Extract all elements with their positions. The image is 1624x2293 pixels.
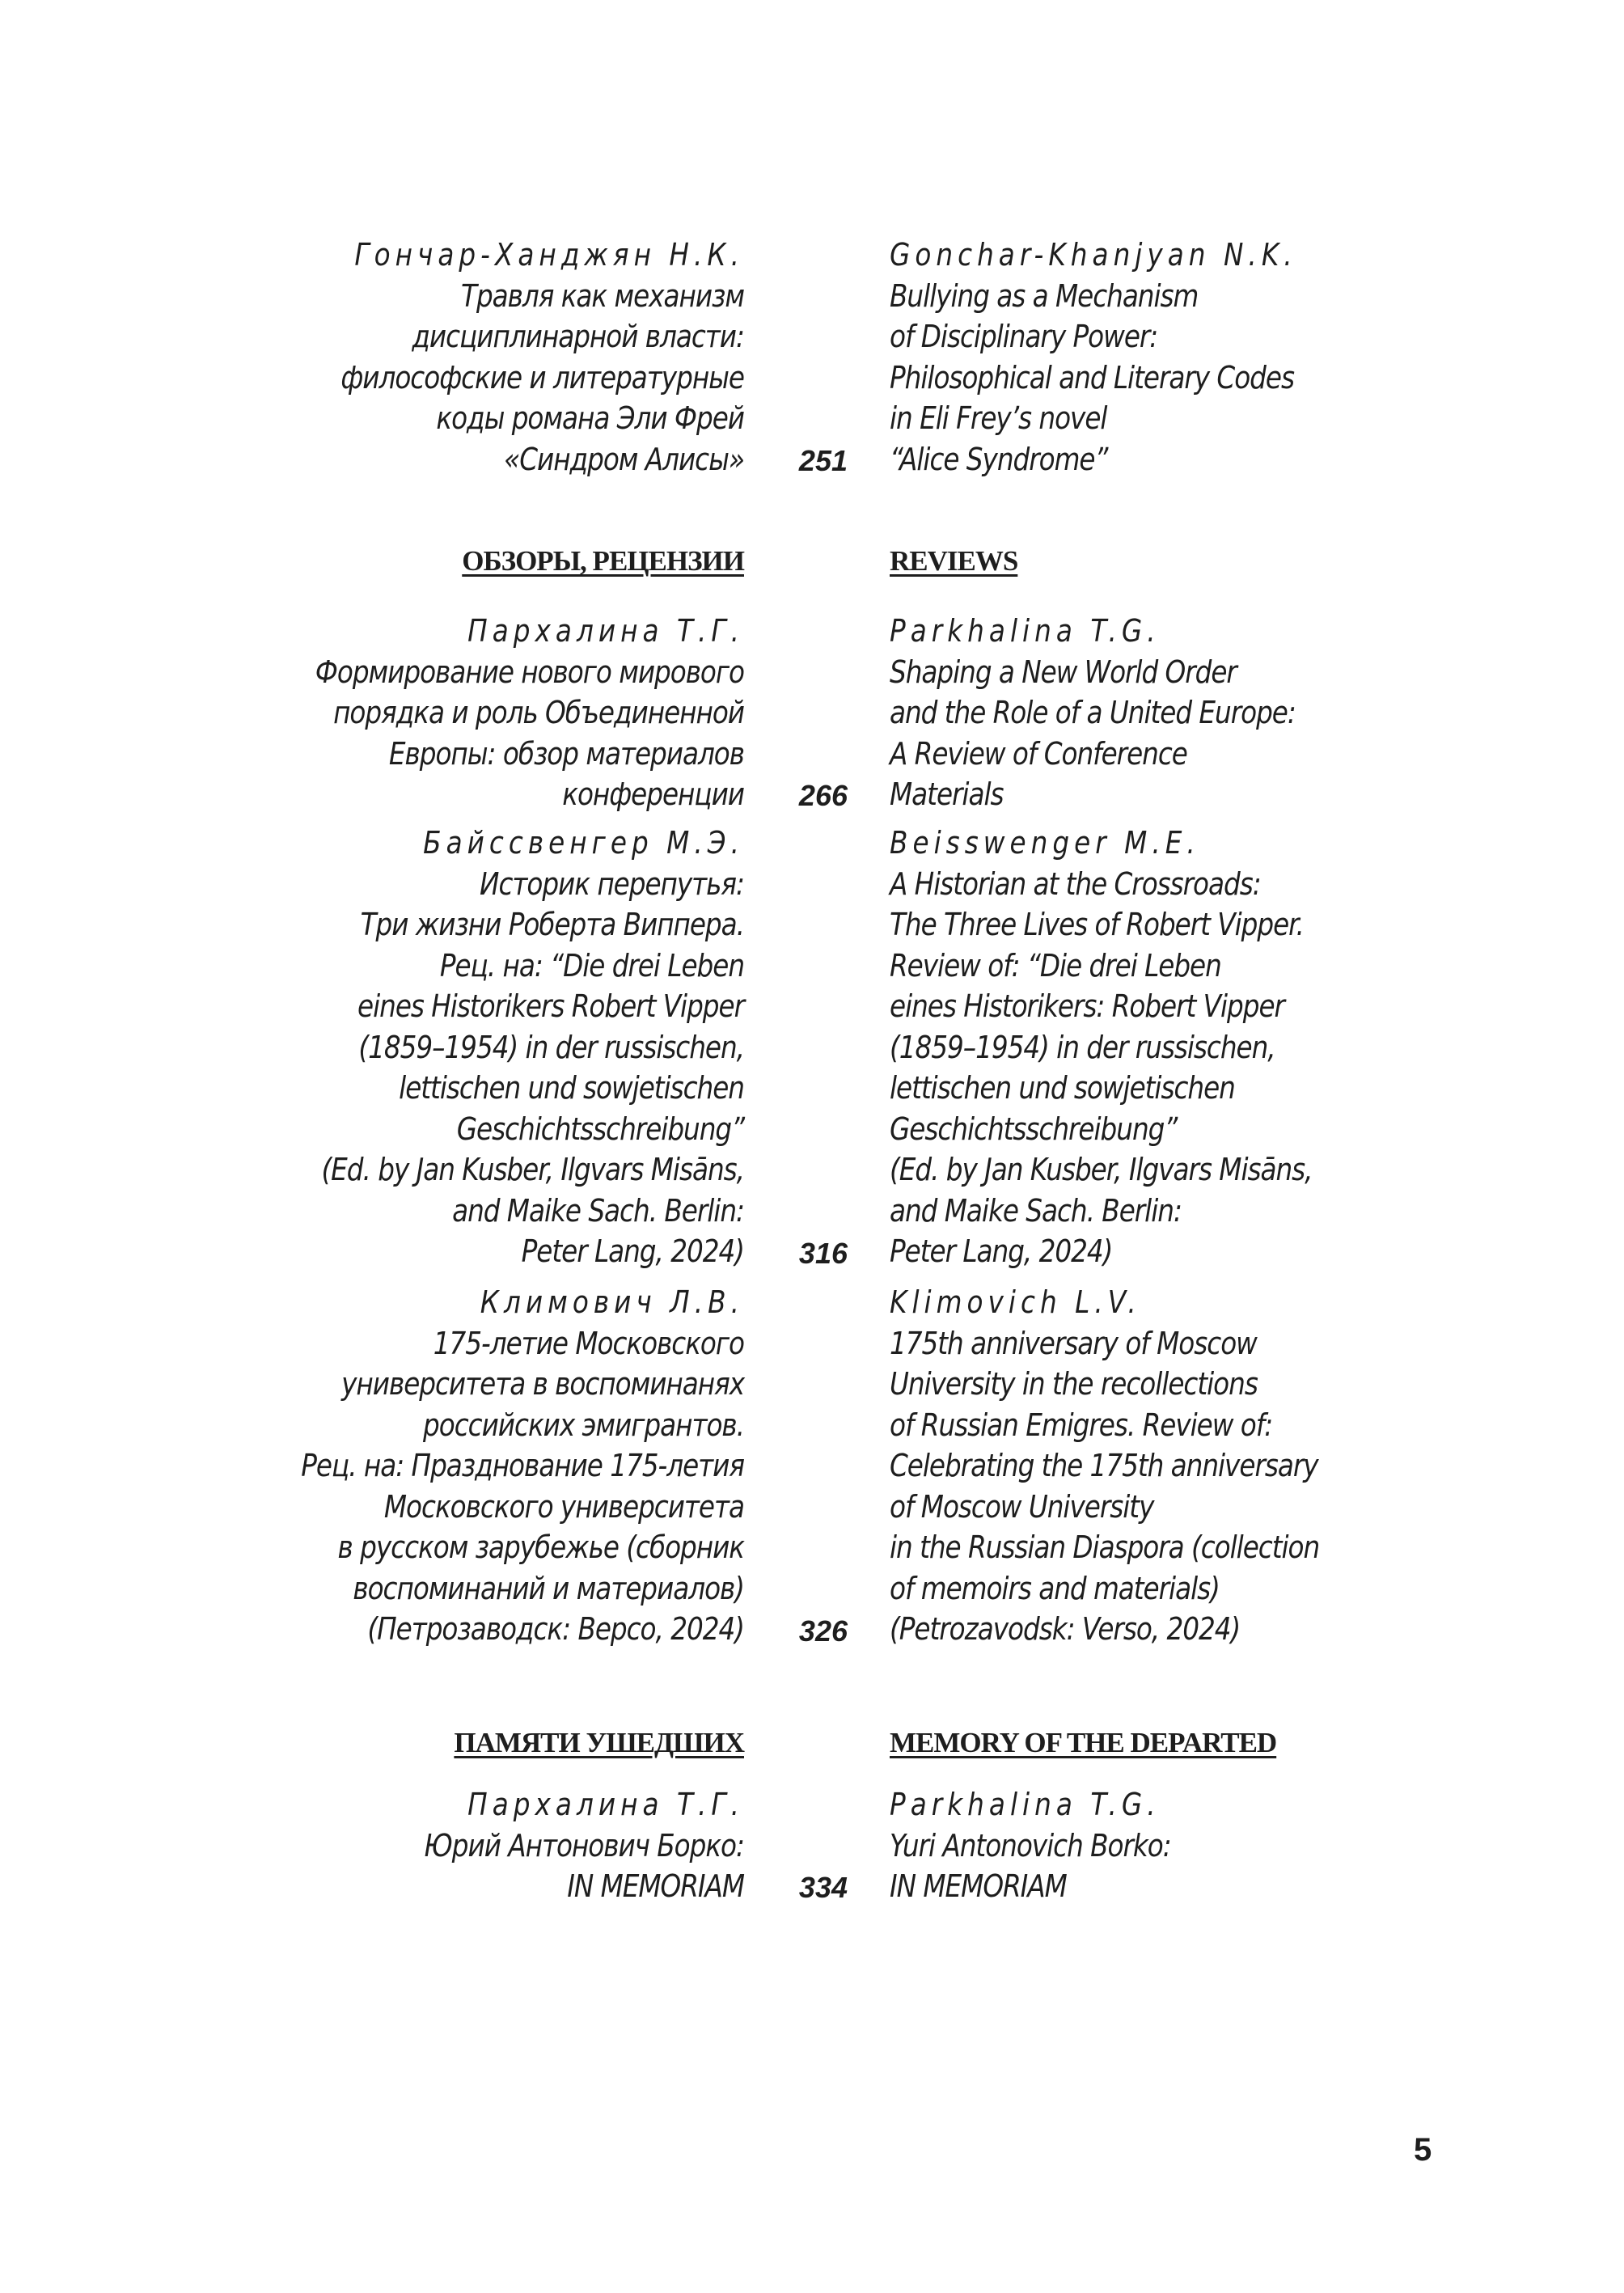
- title-line-en: Peter Lang, 2024): [890, 1233, 1113, 1269]
- title-line-en: Yuri Antonovich Borko:: [890, 1827, 1171, 1864]
- section-heading-ru: ОБЗОРЫ, РЕЦЕНЗИИ: [462, 545, 744, 577]
- page-number: 326: [798, 1614, 848, 1648]
- title-line-en: of Moscow University: [890, 1488, 1154, 1525]
- page-number: 266: [798, 779, 848, 812]
- section-heading-en: MEMORY OF THE DEPARTED: [890, 1727, 1277, 1758]
- title-line-en: The Three Lives of Robert Vipper.: [890, 907, 1304, 942]
- title-line-en: and Maike Sach. Berlin:: [890, 1192, 1182, 1229]
- author-en: Parkhalina T.G.: [890, 1787, 1161, 1822]
- toc-entry-ru: [162, 823, 744, 1272]
- title-line-ru: Историк перепутья:: [480, 865, 744, 902]
- title-line-ru: (1859–1954) in der russischen,: [358, 1029, 744, 1065]
- title-line-en: Materials: [890, 776, 1004, 812]
- toc-entry-en: [890, 235, 1472, 480]
- title-line-en: and the Role of a United Europe:: [890, 695, 1296, 730]
- title-line-ru: Формирование нового мирового: [315, 654, 745, 690]
- title-line-ru: Рец. на: “Die drei Leben: [439, 947, 744, 984]
- author-en: Klimovich L.V.: [890, 1284, 1141, 1320]
- title-line-en: A Historian at the Crossroads:: [890, 865, 1261, 902]
- author-en: Beisswenger M.E.: [890, 825, 1200, 861]
- title-line-en: lettischen und sowjetischen: [890, 1070, 1235, 1106]
- title-line-en: of Russian Emigres. Review of:: [890, 1407, 1273, 1443]
- title-line-en: University in the recollections: [890, 1366, 1258, 1402]
- title-line-en: in Eli Frey’s novel: [890, 400, 1107, 436]
- title-line-en: (Petrozavodsk: Verso, 2024): [890, 1611, 1241, 1647]
- page-number: 251: [798, 444, 848, 477]
- title-line-en: “Alice Syndrome”: [890, 441, 1108, 477]
- title-line-ru: 175-летие Московского: [433, 1325, 744, 1361]
- title-line-ru: Три жизни Роберта Виппера.: [360, 907, 744, 942]
- title-line-en: of Disciplinary Power:: [890, 319, 1158, 354]
- title-line-en: (1859–1954) in der russischen,: [890, 1029, 1275, 1065]
- title-line-ru: Geschichtsschreibung”: [456, 1111, 744, 1147]
- title-line-ru: (Петрозаводск: Версо, 2024): [367, 1611, 744, 1647]
- title-line-ru: Юрий Антонович Борко:: [424, 1827, 744, 1864]
- title-line-en: eines Historikers: Robert Vipper: [890, 988, 1284, 1024]
- title-line-en: Celebrating the 175th anniversary: [890, 1448, 1318, 1483]
- title-line-en: of memoirs and materials): [890, 1570, 1220, 1606]
- toc-entry-en: [890, 1282, 1472, 1650]
- toc-entry-en: [890, 1784, 1472, 1907]
- author-en: Gonchar-Khanjyan N.K.: [890, 237, 1297, 273]
- title-line-ru: российских эмигрантов.: [423, 1407, 744, 1443]
- title-line-ru: воспоминаний и материалов): [353, 1570, 744, 1606]
- title-line-ru: порядка и роль Объединенной: [333, 695, 744, 730]
- title-line-en: Shaping a New World Order: [890, 654, 1237, 690]
- author-ru: Пархалина Т.Г.: [467, 613, 744, 649]
- title-line-en: Bullying as a Mechanism: [890, 277, 1199, 314]
- title-line-ru: Московского университета: [383, 1488, 744, 1525]
- toc-entry-ru: [162, 1784, 744, 1907]
- toc-entry-ru: [162, 235, 744, 480]
- title-line-en: IN MEMORIAM: [890, 1868, 1067, 1904]
- title-line-ru: and Maike Sach. Berlin:: [452, 1192, 744, 1229]
- title-line-ru: философские и литературные: [340, 359, 744, 396]
- toc-entry-en: [890, 611, 1472, 815]
- toc-entry-ru: [162, 611, 744, 815]
- author-en: Parkhalina T.G.: [890, 613, 1161, 649]
- title-line-ru: (Ed. by Jan Kusber, Ilgvars Misāns,: [321, 1152, 744, 1187]
- author-ru: Гончар-Ханджян Н.К.: [354, 237, 744, 273]
- title-line-en: in the Russian Diaspora (collection: [890, 1529, 1320, 1565]
- title-line-en: Review of: “Die drei Leben: [890, 947, 1221, 984]
- title-line-en: (Ed. by Jan Kusber, Ilgvars Misāns,: [890, 1152, 1313, 1187]
- page-number: 316: [798, 1237, 848, 1270]
- title-line-ru: в русском зарубежье (сборник: [337, 1529, 744, 1565]
- title-line-ru: коды романа Эли Фрей: [436, 400, 744, 436]
- section-heading-ru: ПАМЯТИ УШЕДШИХ: [454, 1727, 744, 1758]
- title-line-ru: Европы: обзор материалов: [388, 735, 744, 772]
- author-ru: Климович Л.В.: [480, 1284, 744, 1320]
- folio-page-number: 5: [1414, 2132, 1432, 2168]
- title-line-en: Geschichtsschreibung”: [890, 1111, 1178, 1147]
- toc-entry-ru: [162, 1282, 744, 1650]
- title-line-ru: конференции: [562, 776, 744, 812]
- section-heading-en: REVIEWS: [890, 545, 1018, 577]
- page-number: 334: [798, 1871, 848, 1904]
- title-line-en: 175th anniversary of Moscow: [890, 1325, 1257, 1361]
- title-line-ru: университета в воспоминанях: [341, 1366, 744, 1402]
- author-ru: Байссвенгер М.Э.: [423, 825, 744, 861]
- toc-entry-en: [890, 823, 1472, 1272]
- title-line-ru: Рец. на: Празднование 175-летия: [301, 1448, 744, 1483]
- title-line-ru: eines Historikers Robert Vipper: [357, 988, 744, 1024]
- author-ru: Пархалина Т.Г.: [467, 1787, 744, 1822]
- title-line-ru: Травля как механизм: [461, 277, 744, 314]
- title-line-ru: «Синдром Алисы»: [504, 441, 744, 477]
- title-line-ru: дисциплинарной власти:: [412, 319, 744, 354]
- title-line-ru: IN MEMORIAM: [567, 1868, 744, 1904]
- title-line-ru: Peter Lang, 2024): [521, 1233, 744, 1269]
- title-line-en: A Review of Conference: [890, 735, 1187, 772]
- title-line-en: Philosophical and Literary Codes: [890, 359, 1294, 396]
- title-line-ru: lettischen und sowjetischen: [399, 1070, 744, 1106]
